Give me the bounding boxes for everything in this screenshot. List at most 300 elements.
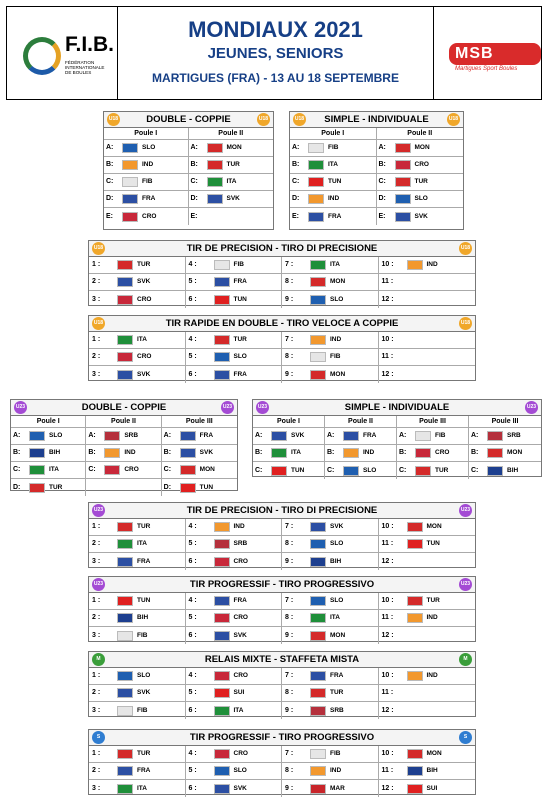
order-number: 5 :	[188, 614, 197, 621]
order-cell	[89, 610, 186, 626]
country-code: TUR	[414, 178, 428, 185]
category-badge-icon: S	[459, 731, 472, 744]
country-code: FIB	[233, 261, 244, 268]
category-badge-icon: U23	[459, 504, 472, 517]
slot-label: C:	[292, 178, 300, 185]
order-number: 6 :	[188, 784, 197, 792]
flag-mon-icon	[407, 749, 423, 759]
flag-mon-icon	[310, 370, 326, 380]
country-code: CRO	[414, 161, 429, 168]
order-cell	[89, 553, 186, 570]
order-number: 1 :	[92, 750, 101, 757]
pool-cell	[397, 445, 469, 461]
country-code: TUR	[49, 483, 63, 491]
order-cell	[282, 536, 379, 552]
order-number: 9 :	[285, 295, 294, 303]
slot-label: B:	[399, 449, 407, 456]
slot-label: C:	[13, 466, 21, 473]
order-number: 11 :	[381, 689, 394, 696]
country-code: FRA	[137, 557, 151, 565]
fib-ring-icon	[23, 37, 61, 75]
pool-row	[104, 174, 273, 191]
slot-label: C:	[163, 466, 172, 473]
order-cell	[89, 257, 186, 273]
pool-cell	[11, 445, 86, 461]
slot-label: D:	[106, 195, 114, 202]
pool-header: Poule II	[218, 130, 244, 137]
country-code: SVK	[233, 784, 247, 792]
order-number: 1 :	[92, 672, 101, 679]
pool-header: Poule III	[491, 418, 519, 425]
order-number: 4 :	[188, 523, 197, 530]
country-code: SVK	[414, 212, 428, 220]
country-code: SLO	[330, 540, 344, 547]
country-code: ITA	[330, 614, 340, 621]
order-number: 8 :	[285, 540, 294, 547]
pool-cell	[253, 445, 325, 461]
order-number: 2 :	[92, 278, 101, 285]
order-number: 7 :	[285, 261, 294, 268]
mixed-relay	[88, 651, 476, 717]
order-number: 3 :	[92, 706, 101, 714]
country-code: SLO	[330, 597, 344, 604]
slot-label: E:	[378, 212, 386, 220]
flag-tur-icon	[310, 688, 326, 698]
order-number: 10 :	[381, 672, 394, 679]
flag-cro-icon	[104, 465, 120, 475]
box-title: TIR PROGRESSIF - TIRO PROGRESSIVO S S	[89, 730, 475, 746]
order-cell	[379, 291, 476, 308]
country-code: ITA	[137, 540, 147, 547]
flag-srb-icon	[310, 706, 326, 716]
order-row	[89, 593, 475, 610]
order-cell	[89, 291, 186, 308]
country-code: BIH	[330, 557, 342, 565]
order-number: 6 :	[188, 295, 197, 303]
order-cell	[379, 763, 476, 779]
order-cell	[186, 627, 283, 644]
order-cell	[282, 780, 379, 797]
order-cell	[186, 610, 283, 626]
order-row	[89, 349, 475, 366]
slot-label: A:	[88, 432, 96, 439]
pool-cell	[86, 428, 161, 444]
order-cell	[379, 610, 476, 626]
flag-tur-icon	[117, 749, 133, 759]
flag-ita-icon	[29, 465, 45, 475]
box-title: TIR DE PRECISION - TIRO DI PRECISIONE U18 U18	[89, 241, 475, 257]
order-cell	[379, 274, 476, 290]
slot-label: E:	[190, 212, 198, 220]
pool-header: Poule II	[407, 130, 433, 137]
flag-svk-icon	[395, 212, 411, 222]
flag-ind-icon	[214, 522, 230, 532]
flag-fra-icon	[343, 431, 359, 441]
u23-progressive-shooting	[88, 576, 476, 642]
order-number: 4 :	[188, 750, 197, 757]
flag-slo-icon	[343, 466, 359, 476]
order-cell	[282, 332, 379, 348]
country-code: CRO	[233, 557, 248, 565]
order-cell	[379, 593, 476, 609]
box-title: SIMPLE - INDIVIDUALE U23 U23	[253, 400, 541, 416]
order-number: 10 :	[381, 750, 394, 757]
order-number: 7 :	[285, 523, 294, 530]
order-cell	[186, 553, 283, 570]
order-row	[89, 291, 475, 308]
pool-cell	[469, 462, 541, 479]
slot-label: D:	[190, 195, 198, 202]
country-code: FIB	[142, 178, 153, 185]
order-number: 2 :	[92, 614, 101, 621]
slot-label: D:	[13, 483, 21, 491]
order-row	[89, 536, 475, 553]
flag-svk-icon	[117, 277, 133, 287]
order-row	[89, 332, 475, 349]
country-code: CRO	[137, 295, 152, 303]
order-number: 3 :	[92, 370, 101, 378]
country-code: SVK	[137, 689, 151, 696]
pool-cell	[189, 174, 274, 190]
order-number: 9 :	[285, 370, 294, 378]
pool-cell	[189, 208, 274, 225]
u18-precision-shooting	[88, 240, 476, 306]
flag-fib-icon	[122, 177, 138, 187]
country-code: BIH	[426, 767, 438, 774]
order-number: 10 :	[381, 523, 394, 530]
flag-ind-icon	[308, 194, 324, 204]
country-code: SVK	[233, 631, 247, 639]
slot-label: C:	[378, 178, 386, 185]
flag-mar-icon	[310, 784, 326, 794]
fib-logo	[17, 31, 115, 89]
order-row	[89, 274, 475, 291]
pool-header: Poule I	[290, 128, 377, 139]
fib-logo-subtext: FÉDÉRATION INTERNATIONALE DE BOULES	[65, 60, 105, 75]
country-code: TUR	[137, 750, 151, 757]
flag-slo-icon	[214, 352, 230, 362]
order-number: 12 :	[381, 557, 394, 565]
category-badge-icon: U18	[293, 113, 306, 126]
pool-cell	[104, 174, 189, 190]
order-number: 8 :	[285, 278, 294, 285]
box-title: RELAIS MIXTE - STAFFETA MISTA M M	[89, 652, 475, 668]
pool-row	[290, 208, 463, 225]
order-cell	[89, 519, 186, 535]
pool-cell	[377, 157, 464, 173]
msb-logo-text: MSB	[449, 43, 541, 65]
country-code: IND	[233, 523, 245, 530]
order-cell	[379, 366, 476, 383]
pool-row	[104, 208, 273, 225]
country-code: CRO	[142, 212, 157, 220]
flag-ita-icon	[214, 706, 230, 716]
category-badge-icon: U18	[459, 317, 472, 330]
slot-label: C:	[106, 178, 114, 185]
pool-cell	[104, 191, 189, 207]
u23-doubles-pools	[10, 399, 238, 491]
flag-fib-icon	[415, 431, 431, 441]
country-code: CRO	[233, 750, 248, 757]
order-cell	[282, 685, 379, 701]
country-code: CRO	[233, 614, 248, 621]
slot-label: D:	[378, 195, 386, 202]
order-cell	[89, 593, 186, 609]
slot-label: C:	[471, 466, 479, 474]
country-code: SLO	[330, 295, 344, 303]
country-code: MON	[199, 466, 215, 473]
flag-fra-icon	[310, 671, 326, 681]
flag-cro-icon	[117, 295, 133, 305]
order-cell	[89, 274, 186, 290]
order-cell	[186, 668, 283, 684]
flag-tur-icon	[214, 335, 230, 345]
pool-cell	[86, 479, 161, 496]
msb-logo	[449, 43, 541, 73]
pool-row	[290, 157, 463, 174]
pool-cell	[162, 445, 237, 461]
order-row	[89, 610, 475, 627]
order-row	[89, 685, 475, 702]
order-number: 8 :	[285, 767, 294, 774]
country-code: SUI	[426, 784, 438, 792]
order-cell	[282, 366, 379, 383]
flag-cro-icon	[117, 352, 133, 362]
flag-slo-icon	[395, 194, 411, 204]
flag-fib-icon	[310, 352, 326, 362]
pool-cell	[11, 428, 86, 444]
pool-cell	[377, 208, 464, 225]
flag-ind-icon	[104, 448, 120, 458]
pool-cell	[11, 462, 86, 478]
pool-cell	[189, 157, 274, 173]
order-number: 4 :	[188, 336, 197, 343]
order-cell	[282, 668, 379, 684]
country-code: FIB	[137, 631, 148, 639]
category-badge-icon: U23	[459, 578, 472, 591]
flag-tur-icon	[117, 260, 133, 270]
country-code: IND	[142, 161, 154, 168]
order-number: 7 :	[285, 597, 294, 604]
flag-tur-icon	[207, 160, 223, 170]
order-cell	[379, 746, 476, 762]
order-cell	[89, 702, 186, 719]
flag-ind-icon	[343, 448, 359, 458]
country-code: SUI	[233, 689, 245, 696]
slot-label: E:	[106, 212, 113, 220]
order-cell	[186, 332, 283, 348]
order-number: 12 :	[381, 706, 394, 714]
slot-label: A:	[471, 432, 479, 439]
u18-singles-pools	[289, 111, 464, 230]
pool-row	[11, 479, 237, 496]
country-code: IND	[426, 614, 438, 621]
order-number: 2 :	[92, 353, 101, 360]
box-title: TIR PROGRESSIF - TIRO PROGRESSIVO U23 U23	[89, 577, 475, 593]
order-cell	[89, 746, 186, 762]
page-title: MONDIAUX 2021	[188, 17, 363, 42]
pool-cell	[469, 445, 541, 461]
order-cell	[282, 257, 379, 273]
flag-tun-icon	[271, 466, 287, 476]
u18-rapid-doubles	[88, 315, 476, 381]
order-number: 4 :	[188, 261, 197, 268]
order-number: 10 :	[381, 261, 394, 268]
pool-cell	[104, 208, 189, 225]
country-code: SLO	[142, 144, 156, 151]
flag-mon-icon	[180, 465, 196, 475]
flag-fib-icon	[310, 749, 326, 759]
slot-label: A:	[13, 432, 21, 439]
category-badge-icon: U23	[92, 578, 105, 591]
pool-cell	[162, 462, 237, 478]
pool-header: Poule III	[185, 418, 213, 425]
order-cell	[282, 274, 379, 290]
country-code: ITA	[137, 784, 147, 792]
flag-fib-icon	[214, 260, 230, 270]
order-number: 5 :	[188, 540, 197, 547]
order-number: 6 :	[188, 370, 197, 378]
country-code: TUR	[137, 523, 151, 530]
flag-sui-icon	[407, 784, 423, 794]
flag-slo-icon	[122, 143, 138, 153]
order-cell	[89, 685, 186, 701]
country-code: FRA	[142, 195, 156, 202]
country-code: FIB	[137, 706, 148, 714]
pool-cell	[397, 428, 469, 444]
country-code: TUR	[330, 689, 344, 696]
slot-label: B:	[255, 449, 263, 456]
flag-slo-icon	[29, 431, 45, 441]
category-badge-icon: U23	[525, 401, 538, 414]
pool-header: Poule I	[104, 128, 189, 139]
order-cell	[89, 536, 186, 552]
order-cell	[379, 257, 476, 273]
category-badge-icon: U23	[92, 504, 105, 517]
slot-label: A:	[190, 144, 198, 151]
pool-row	[104, 191, 273, 208]
pool-cell	[162, 479, 237, 496]
pool-cell	[325, 445, 397, 461]
country-code: TUN	[328, 178, 342, 185]
order-number: 2 :	[92, 540, 101, 547]
category-badge-icon: M	[92, 653, 105, 666]
flag-bih-icon	[117, 613, 133, 623]
order-number: 11 :	[381, 540, 394, 547]
pool-header-row	[253, 416, 541, 428]
country-code: TUN	[426, 540, 440, 547]
country-code: SRB	[507, 432, 521, 439]
order-row	[89, 780, 475, 797]
country-code: TUR	[426, 597, 440, 604]
box-title: DOUBLE - COPPIE U23 U23	[11, 400, 237, 416]
order-number: 7 :	[285, 336, 294, 343]
country-code: MON	[426, 523, 442, 530]
order-number: 9 :	[285, 631, 294, 639]
u23-singles-pools	[252, 399, 542, 477]
country-code: FRA	[233, 597, 247, 604]
order-number: 9 :	[285, 557, 294, 565]
fib-logo-text: F.I.B.	[65, 33, 115, 56]
order-cell	[282, 610, 379, 626]
country-code: SLO	[233, 767, 247, 774]
order-number: 1 :	[92, 336, 101, 343]
country-code: MAR	[330, 784, 345, 792]
flag-tun-icon	[214, 295, 230, 305]
pool-cell	[377, 174, 464, 190]
country-code: ITA	[328, 161, 338, 168]
flag-svk-icon	[207, 194, 223, 204]
order-cell	[186, 274, 283, 290]
order-cell	[89, 332, 186, 348]
flag-slo-icon	[214, 766, 230, 776]
order-number: 8 :	[285, 353, 294, 360]
flag-ind-icon	[122, 160, 138, 170]
pool-cell	[397, 462, 469, 479]
order-cell	[186, 780, 283, 797]
order-number: 5 :	[188, 353, 197, 360]
order-number: 9 :	[285, 784, 294, 792]
flag-slo-icon	[310, 295, 326, 305]
order-cell	[379, 536, 476, 552]
country-code: TUR	[137, 261, 151, 268]
order-cell	[186, 763, 283, 779]
flag-ind-icon	[310, 335, 326, 345]
order-cell	[186, 702, 283, 719]
country-code: MON	[507, 449, 523, 456]
box-title: TIR DE PRECISION - TIRO DI PRECISIONE U23 U23	[89, 503, 475, 519]
country-code: TUR	[233, 336, 247, 343]
pool-row	[11, 462, 237, 479]
pool-row	[290, 174, 463, 191]
slot-label: D:	[292, 195, 300, 202]
flag-ind-icon	[407, 671, 423, 681]
country-code: BIH	[507, 466, 519, 474]
country-code: TUN	[291, 466, 305, 474]
country-code: FRA	[233, 370, 247, 378]
flag-ind-icon	[310, 766, 326, 776]
flag-tun-icon	[407, 539, 423, 549]
order-cell	[282, 746, 379, 762]
category-badge-icon: S	[92, 731, 105, 744]
pool-header: Poule II	[86, 416, 161, 427]
order-cell	[186, 257, 283, 273]
pool-cell	[325, 462, 397, 479]
order-number: 4 :	[188, 597, 197, 604]
country-code: BIH	[137, 614, 149, 621]
order-cell	[89, 763, 186, 779]
order-cell	[186, 366, 283, 383]
slot-label: C:	[399, 466, 407, 474]
box-title: TIR RAPIDE EN DOUBLE - TIRO VELOCE A COPPIE U18 U18	[89, 316, 475, 332]
flag-mon-icon	[310, 277, 326, 287]
slot-label: A:	[378, 144, 386, 151]
pool-cell	[11, 479, 86, 496]
slot-label: A:	[163, 432, 172, 439]
order-row	[89, 519, 475, 536]
slot-label: B:	[190, 161, 198, 168]
country-code: FIB	[435, 432, 446, 439]
order-row	[89, 257, 475, 274]
order-number: 1 :	[92, 523, 101, 530]
flag-ita-icon	[310, 260, 326, 270]
flag-tun-icon	[117, 596, 133, 606]
country-code: SVK	[330, 523, 344, 530]
order-cell	[379, 519, 476, 535]
country-code: FIB	[328, 144, 339, 151]
u18-doubles-pools	[103, 111, 274, 230]
slot-label: D:	[163, 483, 172, 491]
